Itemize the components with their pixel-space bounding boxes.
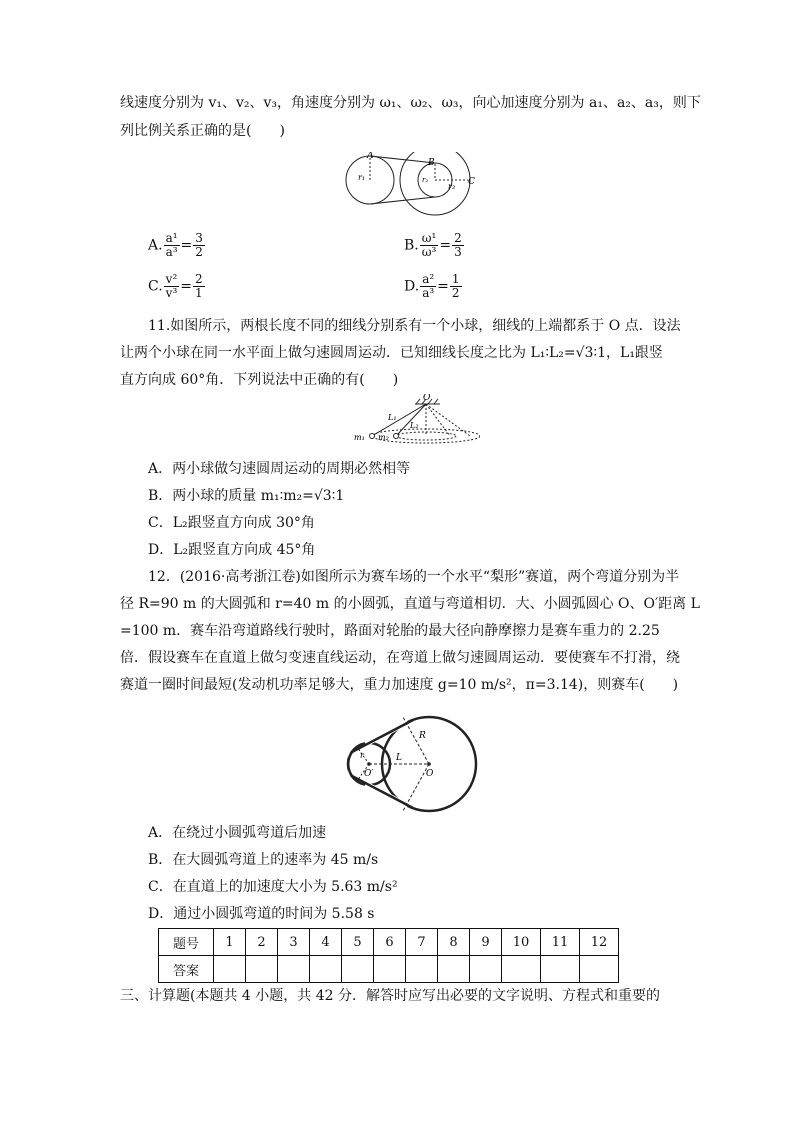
ball-m2 <box>394 434 399 439</box>
table-cell-number: 12 <box>580 929 619 956</box>
q10-pulley-figure <box>340 152 480 222</box>
q11-option-a[interactable]: A．两小球做匀速圆周运动的周期必然相等 <box>148 461 411 477</box>
table-cell-number: 9 <box>470 929 502 956</box>
answer-table <box>158 928 619 983</box>
q11-stem-line1: 11.如图所示，两根长度不同的细线分别系有一个小球，细线的上端都系于 O 点．设法 <box>148 318 681 334</box>
q12-option-d[interactable]: D．通过小圆弧弯道的时间为 5.58 s <box>148 906 375 922</box>
label-L2: L₂ <box>410 421 419 430</box>
table-cell-number: 7 <box>406 929 438 956</box>
table-cell-number: 8 <box>438 929 470 956</box>
label-A: A <box>367 152 374 161</box>
section-3-heading: 三、计算题(本题共 4 小题，共 42 分．解答时应写出必要的文字说明、方程式和重要的 <box>120 988 660 1004</box>
table-cell-number: 10 <box>502 929 541 956</box>
table-cell-number: 2 <box>246 929 278 956</box>
center-O-prime <box>367 762 371 766</box>
q12-stem-line2: 径 R=90 m 的大圆弧和 r=40 m 的小圆弧，直道与弯道相切．大、小圆弧圆心 O、O′距离 L <box>120 596 700 612</box>
q11-option-c[interactable]: C．L₂跟竖直方向成 30°角 <box>148 515 315 531</box>
table-cell-number: 1 <box>214 929 246 956</box>
answer-cell[interactable] <box>580 956 619 983</box>
q12-option-c[interactable]: C．在直道上的加速度大小为 5.63 m/s² <box>148 879 398 895</box>
q12-stem-line3: =100 m．赛车沿弯道路线行驶时，路面对轮胎的最大径向静摩擦力是赛车重力的 2.25 <box>120 623 660 639</box>
q12-option-a[interactable]: A．在绕过小圆弧弯道后加速 <box>148 825 327 841</box>
q10-option-d[interactable]: D. $\frac{\text{a²}}{\text{a³}}$ = $\frac{1}{2}$ <box>404 272 460 300</box>
label-m1: m₁ <box>354 433 365 442</box>
label-r2: r₂ <box>422 176 429 184</box>
label-m2: m₂ <box>378 433 389 442</box>
table-header-number: 题号 <box>159 929 214 956</box>
table-row-numbers <box>159 929 619 956</box>
label-r: r <box>360 751 364 760</box>
label-L1: L₁ <box>388 413 397 422</box>
ball-m1 <box>370 434 375 439</box>
label-O: O <box>426 769 434 779</box>
label-L: L <box>396 753 402 763</box>
q10-option-b[interactable]: B. $\frac{\text{ω¹}}{\text{ω³}}$ = $\frac{2}{3}$ <box>404 231 462 259</box>
table-cell-number: 4 <box>310 929 342 956</box>
q11-conical-pendulum-figure <box>350 394 480 446</box>
answer-cell[interactable] <box>541 956 580 983</box>
q12-option-b[interactable]: B．在大圆弧弯道上的速率为 45 m/s <box>148 852 379 868</box>
q11-option-d[interactable]: D．L₂跟竖直方向成 45°角 <box>148 542 316 558</box>
table-header-answer: 答案 <box>159 956 214 983</box>
q12-stem-line5: 赛道一圈时间最短(发动机功率足够大，重力加速度 g=10 m/s²，π=3.14)，则赛车( ) <box>120 677 679 693</box>
string-L2 <box>396 404 426 436</box>
answer-cell[interactable] <box>310 956 342 983</box>
answer-cell[interactable] <box>406 956 438 983</box>
q10-stem-line2: 列比例关系正确的是( ) <box>120 123 285 139</box>
q10-stem-line1: 线速度分别为 v₁、v₂、v₃，角速度分别为 ω₁、ω₂、ω₃，向心加速度分别为 a₁、a₂、a₃，则下 <box>120 95 701 111</box>
belt-top <box>370 156 435 163</box>
answer-cell[interactable] <box>246 956 278 983</box>
answer-cell[interactable] <box>502 956 541 983</box>
label-R: R <box>419 731 426 741</box>
string-L1 <box>372 404 426 436</box>
q11-stem-line3: 直方向成 60°角．下列说法中正确的有( ) <box>120 372 399 388</box>
q10-option-c[interactable]: C. $\frac{\text{v²}}{\text{v³}}$ = $\frac{2}{1}$ <box>148 272 203 300</box>
large-wheel <box>400 152 470 215</box>
table-cell-number: 3 <box>278 929 310 956</box>
center-O <box>427 762 431 766</box>
label-O-prime: O′ <box>364 769 374 779</box>
q10-option-a[interactable]: A. $\frac{\text{a¹}}{\text{a³}}$ = $\frac{3}{2}$ <box>148 231 203 259</box>
answer-cell[interactable] <box>374 956 406 983</box>
label-r1: r₁ <box>358 173 366 182</box>
belt-bottom <box>370 197 435 204</box>
q12-stem-line1: 12．(2016·高考浙江卷)如图所示为赛车场的一个水平“梨形”赛道，两个弯道分别为半 <box>148 569 680 585</box>
q11-option-b[interactable]: B．两小球的质量 m₁∶m₂=√3∶1 <box>148 488 345 504</box>
answer-cell[interactable] <box>342 956 374 983</box>
table-cell-number: 6 <box>374 929 406 956</box>
label-B: B <box>428 158 435 168</box>
answer-cell[interactable] <box>214 956 246 983</box>
q12-pear-track-figure <box>340 705 480 815</box>
answer-cell[interactable] <box>470 956 502 983</box>
table-cell-number: 5 <box>342 929 374 956</box>
label-r3: r₃ <box>448 182 456 191</box>
label-C: C <box>468 177 475 187</box>
q11-stem-line2: 让两个小球在同一水平面上做匀速圆周运动．已知细线长度之比为 L₁∶L₂=√3∶1，L₁跟竖 <box>120 345 663 361</box>
table-row-answers <box>159 956 619 983</box>
answer-cell[interactable] <box>438 956 470 983</box>
table-cell-number: 11 <box>541 929 580 956</box>
label-O: O <box>423 394 431 403</box>
answer-cell[interactable] <box>278 956 310 983</box>
q12-stem-line4: 倍．假设赛车在直道上做匀变速直线运动，在弯道上做匀速圆周运动．要使赛车不打滑，绕 <box>120 650 680 666</box>
